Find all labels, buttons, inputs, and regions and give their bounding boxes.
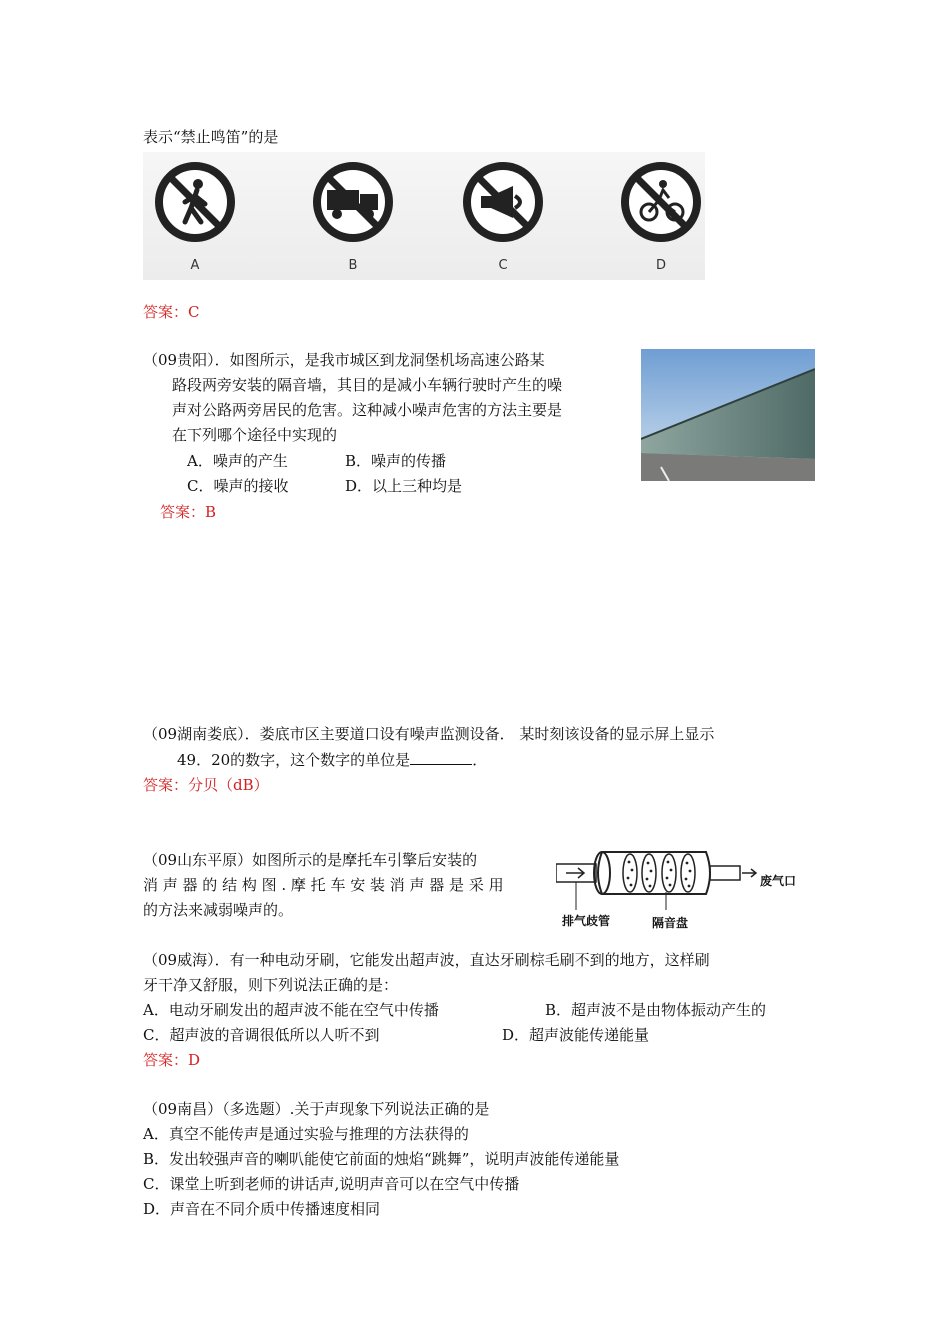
q5-answer: 答案：D: [143, 1051, 201, 1069]
q4-line-2: 消 声 器 的 结 构 图 . 摩 托 车 安 装 消 声 器 是 采 用: [143, 876, 504, 894]
q2-option-b: B．噪声的传播: [345, 452, 447, 470]
prohibition-signs-figure: [143, 152, 705, 280]
sign-a: [145, 152, 245, 273]
q2-line-2: 路段两旁安装的隔音墙，其目的是减小车辆行驶时产生的噪: [172, 376, 563, 394]
no-truck-sign-icon: [311, 160, 395, 244]
q2-line-3: 声对公路两旁居民的危害。这种减小噪声危害的方法主要是: [172, 401, 563, 419]
q6-option-b: B．发出较强声音的喇叭能使它前面的烛焰“跳舞”，说明声波能传递能量: [143, 1150, 620, 1168]
no-bicycle-sign-icon: [619, 160, 703, 244]
q4-line-3: 的方法来减弱噪声的。: [143, 901, 294, 919]
no-pedestrian-sign-icon: [153, 160, 237, 244]
sign-b-label: B: [348, 258, 358, 273]
sound-disc-label: 隔音盘: [652, 916, 689, 930]
q3-answer: 答案：分贝（dB）: [143, 776, 269, 794]
q5-line-1: （09威海）．有一种电动牙刷，它能发出超声波，直达牙刷棕毛刷不到的地方，这样刷: [143, 951, 710, 969]
q2-answer: 答案：B: [160, 503, 217, 521]
q5-option-a: A．电动牙刷发出的超声波不能在空气中传播: [143, 1001, 439, 1019]
q2-line-4: 在下列哪个途径中实现的: [172, 426, 338, 444]
sign-c: [453, 152, 553, 273]
q3-line-1: （09湖南娄底）．娄底市区主要道口设有噪声监测设备． 某时刻该设备的显示屏上显示: [143, 725, 715, 743]
sign-b: [303, 152, 403, 273]
exhaust-manifold-label: 排气歧管: [562, 914, 611, 928]
q2-line-1: （09贵阳）．如图所示，是我市城区到龙洞堡机场高速公路某: [143, 351, 545, 369]
q2-option-d: D．以上三种均是: [345, 477, 463, 495]
q6-option-a: A．真空不能传声是通过实验与推理的方法获得的: [143, 1125, 469, 1143]
q5-option-c: C．超声波的音调很低所以人听不到: [143, 1026, 380, 1044]
sign-c-label: C: [498, 258, 508, 273]
muffler-diagram: [556, 844, 806, 932]
q5-option-d: D．超声波能传递能量: [502, 1026, 650, 1044]
q5-option-b: B．超声波不是由物体振动产生的: [545, 1001, 767, 1019]
q3-line-2: [177, 749, 487, 770]
q6-option-d: D．声音在不同介质中传播速度相同: [143, 1200, 381, 1218]
exhaust-outlet-label: 废气口: [760, 874, 797, 888]
sign-a-label: A: [190, 258, 200, 273]
sign-d-label: D: [655, 258, 666, 273]
q6-option-c: C．课堂上听到老师的讲话声,说明声音可以在空气中传播: [143, 1175, 520, 1193]
q3-answer-blank: [410, 750, 472, 765]
q1-answer: 答案：C: [143, 303, 200, 321]
no-horn-sign-icon: [461, 160, 545, 244]
q5-line-2: 牙干净又舒服，则下列说法正确的是：: [143, 976, 399, 994]
q3-line-2-text: 49．20的数字，这个数字的单位是: [177, 751, 411, 769]
q2-option-a: A．噪声的产生: [187, 452, 288, 470]
q6-stem: （09南昌）（多选题）.关于声现象下列说法正确的是: [143, 1100, 490, 1118]
sound-barrier-photo: [641, 349, 815, 481]
q4-line-1: （09山东平原）如图所示的是摩托车引擎后安装的: [143, 851, 478, 869]
q3-line-2-end: ．: [472, 751, 488, 769]
q1-stem: 表示“禁止鸣笛”的是: [143, 128, 279, 146]
sign-d: [611, 152, 711, 273]
q2-option-c: C．噪声的接收: [187, 477, 289, 495]
